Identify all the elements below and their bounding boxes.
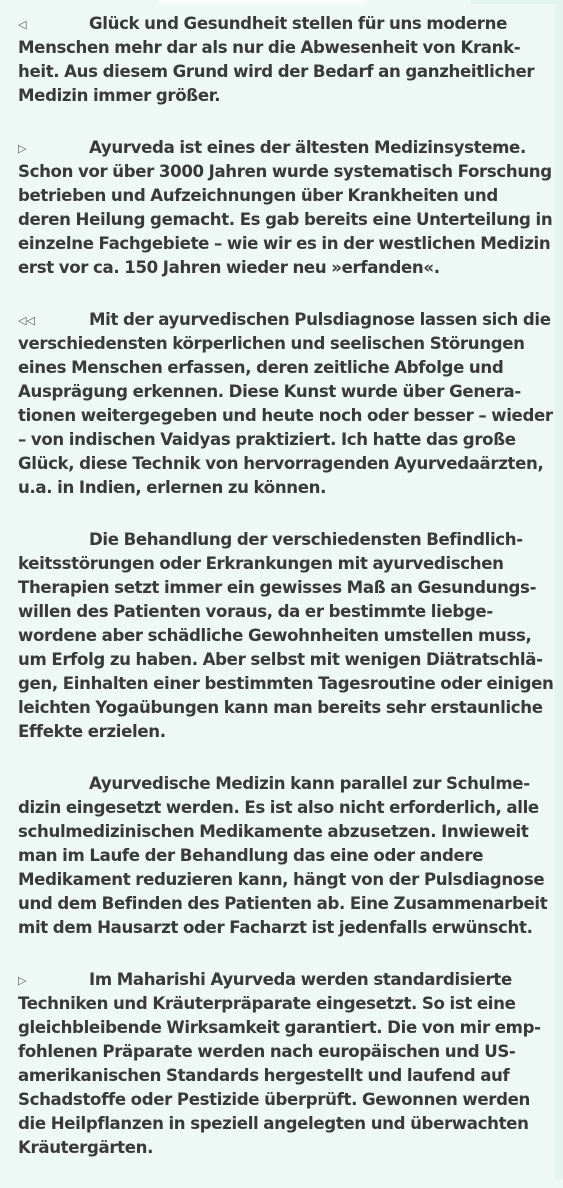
top-tab-decoration [158, 0, 368, 5]
paragraph-text: Ayurvedische Medizin kann parallel zur Schulmedizin eingesetzt werden. Es ist also nicht erforderlich, alle schulmedizinischen Medikamente abzusetzen. Inwieweit man im Laufe der Behandlung das eine oder andere Medikament reduzieren kann, hängt von der Pulsdiagnose und dem Befinden des Patienten ab. Eine Zusammenarbeit mit dem Hausarzt oder Facharzt ist jedenfalls erwünscht. [18, 774, 548, 937]
paragraph-1 [18, 12, 554, 108]
paragraph-6 [18, 968, 554, 1160]
paragraph-text: Glück und Gesundheit stellen für uns moderne Menschen mehr dar als nur die Abwesenheit von Krankheit. Aus diesem Grund wird der Bedarf an ganzheitlicher Medizin immer größer. [18, 14, 535, 105]
forward-arrow-icon[interactable]: ▷ [18, 974, 27, 987]
rewind-arrow-icon[interactable]: ◁◁ [18, 314, 35, 327]
back-arrow-icon[interactable]: ◁ [18, 18, 27, 31]
paragraph-5 [18, 772, 554, 940]
paragraph-text: Die Behandlung der verschiedensten Befindlichkeitsstörungen oder Erkrankungen mit ayurvedischen Therapien setzt immer ein gewisses Maß an Gesundungswillen des Patienten voraus, da er bestimmte liebgewordene aber schädliche Gewohnheiten umstellen muss, um Erfolg zu haben. Aber selbst mit wenigen Diätratschlägen, Einhalten einer bestimmten Tagesroutine oder einigen leichten Yogaübungen kann man bereits sehr erstaunliche Effekte erzielen. [18, 530, 554, 741]
paragraph-3 [18, 308, 554, 500]
paragraph-text: Mit der ayurvedischen Pulsdiagnose lassen sich die verschiedensten körperlichen und seelischen Störungen eines Menschen erfassen, deren zeitliche Abfolge und Ausprägung erkennen. Diese Kunst wurde über Generationen weitergegeben und heute noch oder besser – wieder – von indischen Vaidyas praktiziert. Ich hatte das große Glück, diese Technik von hervorragenden Ayurvedaärzten, u.a. in Indien, erlernen zu können. [18, 310, 553, 497]
article-body [18, 12, 554, 1188]
paragraph-text: Ayurveda ist eines der ältesten Medizinsysteme. Schon vor über 3000 Jahren wurde systematisch Forschung betrieben und Aufzeichnungen über Krankheiten und deren Heilung gemacht. Es gab bereits eine Unterteilung in einzelne Fachgebiete – wie wir es in der westlichen Medizin erst vor ca. 150 Jahren wieder neu »erfanden«. [18, 138, 553, 277]
paragraph-2 [18, 136, 554, 280]
forward-arrow-icon[interactable]: ▷ [18, 142, 27, 155]
paragraph-4 [18, 528, 554, 744]
paragraph-text: Im Maharishi Ayurveda werden standardisierte Techniken und Kräuterpräparate eingesetzt. So ist eine gleichbleibende Wirksamkeit garantiert. Die von mir empfohlenen Präparate werden nach europäischen und US-amerikanischen Standards hergestellt und laufend auf Schadstoffe oder Pestizide überprüft. Gewonnen werden die Heilpflanzen in speziell angelegten und überwachten Kräutergärten. [18, 970, 541, 1157]
right-edge-band [555, 0, 563, 1179]
top-right-band [471, 0, 563, 4]
